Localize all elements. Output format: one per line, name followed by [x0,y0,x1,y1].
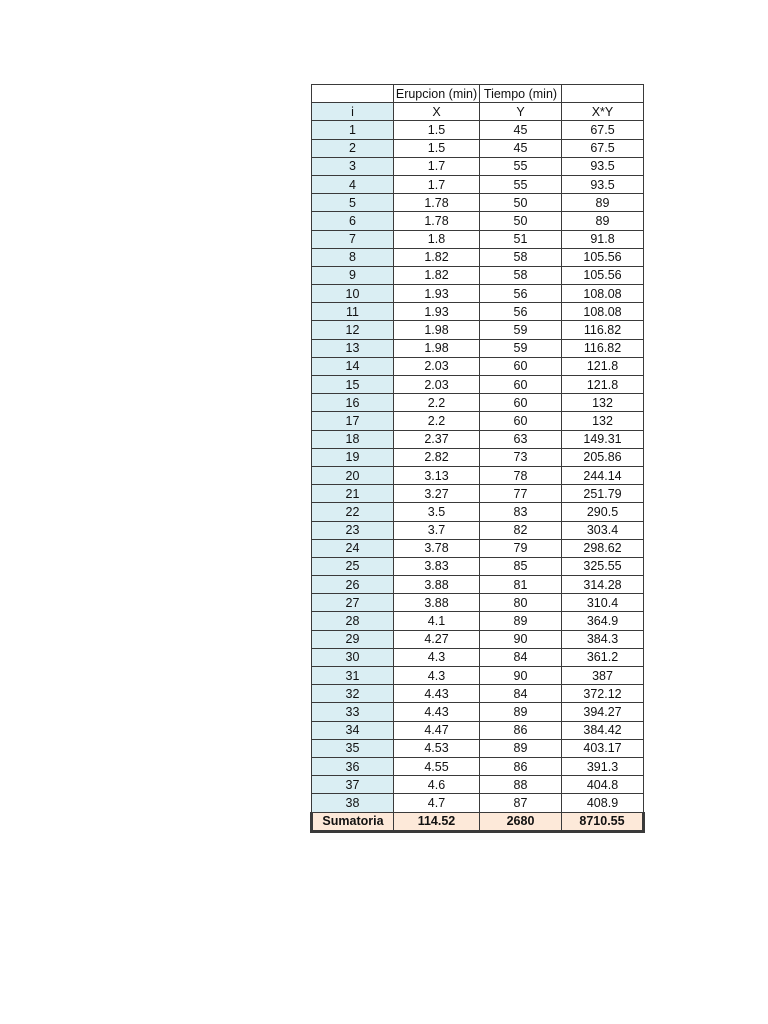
cell-x[interactable]: 2.82 [394,448,480,466]
cell-x[interactable]: 4.47 [394,721,480,739]
cell-y[interactable]: 90 [480,630,562,648]
cell-i[interactable]: 36 [312,757,394,775]
cell-x[interactable]: 1.7 [394,157,480,175]
cell-i[interactable]: 10 [312,285,394,303]
cell-y[interactable]: 56 [480,285,562,303]
column-header-row [312,103,644,121]
table-row [312,430,644,448]
cell-xy[interactable]: 394.27 [562,703,644,721]
cell-xy[interactable]: 314.28 [562,576,644,594]
table-row [312,175,644,193]
cell-xy[interactable]: 387 [562,667,644,685]
cell-xy[interactable]: 244.14 [562,466,644,484]
table-row [312,412,644,430]
table-row [312,466,644,484]
cell-x[interactable]: 1.5 [394,121,480,139]
cell-xy[interactable]: 384.3 [562,630,644,648]
cell-i[interactable]: 33 [312,703,394,721]
cell-x[interactable]: 4.6 [394,776,480,794]
cell-i[interactable]: 21 [312,485,394,503]
cell-x[interactable]: 4.3 [394,648,480,666]
cell-xy[interactable]: 404.8 [562,776,644,794]
cell-i[interactable]: 8 [312,248,394,266]
cell-xy[interactable]: 408.9 [562,794,644,812]
cell-y[interactable]: 58 [480,266,562,284]
column-header-x[interactable]: X [394,103,480,121]
table-row [312,357,644,375]
cell-y[interactable]: 84 [480,685,562,703]
cell-x[interactable]: 4.7 [394,794,480,812]
table-row [312,739,644,757]
cell-i[interactable]: 25 [312,557,394,575]
cell-x[interactable]: 1.98 [394,321,480,339]
cell-i[interactable]: 18 [312,430,394,448]
title-cell-blank-2[interactable] [562,85,644,103]
cell-y[interactable]: 55 [480,157,562,175]
cell-i[interactable]: 2 [312,139,394,157]
cell-x[interactable]: 3.5 [394,503,480,521]
cell-i[interactable]: 13 [312,339,394,357]
cell-xy[interactable]: 403.17 [562,739,644,757]
cell-y[interactable]: 45 [480,121,562,139]
table-row [312,321,644,339]
table-row [312,266,644,284]
cell-y[interactable]: 51 [480,230,562,248]
cell-y[interactable]: 87 [480,794,562,812]
cell-x[interactable]: 3.88 [394,594,480,612]
table-row [312,376,644,394]
cell-y[interactable]: 82 [480,521,562,539]
cell-y[interactable]: 90 [480,667,562,685]
cell-i[interactable]: 29 [312,630,394,648]
cell-xy[interactable]: 132 [562,394,644,412]
cell-y[interactable]: 60 [480,394,562,412]
cell-x[interactable]: 1.93 [394,303,480,321]
table-row [312,776,644,794]
cell-x[interactable]: 1.82 [394,248,480,266]
cell-i[interactable]: 22 [312,503,394,521]
cell-i[interactable]: 12 [312,321,394,339]
cell-x[interactable]: 2.2 [394,412,480,430]
cell-i[interactable]: 34 [312,721,394,739]
cell-xy[interactable]: 105.56 [562,266,644,284]
cell-x[interactable]: 1.78 [394,194,480,212]
cell-xy[interactable]: 303.4 [562,521,644,539]
data-table [310,84,645,833]
cell-i[interactable]: 24 [312,539,394,557]
table-row [312,594,644,612]
cell-y[interactable]: 89 [480,703,562,721]
cell-i[interactable]: 15 [312,376,394,394]
cell-y[interactable]: 81 [480,576,562,594]
total-xy[interactable]: 8710.55 [562,812,644,831]
title-cell-tiempo[interactable]: Tiempo (min) [480,85,562,103]
cell-xy[interactable]: 372.12 [562,685,644,703]
table-row [312,685,644,703]
cell-x[interactable]: 3.27 [394,485,480,503]
cell-xy[interactable]: 391.3 [562,757,644,775]
cell-xy[interactable]: 67.5 [562,139,644,157]
cell-x[interactable]: 2.37 [394,430,480,448]
cell-x[interactable]: 4.43 [394,703,480,721]
cell-x[interactable]: 1.82 [394,266,480,284]
column-header-i[interactable]: i [312,103,394,121]
total-x[interactable]: 114.52 [394,812,480,831]
cell-xy[interactable]: 361.2 [562,648,644,666]
cell-xy[interactable]: 325.55 [562,557,644,575]
table-row [312,539,644,557]
table-row [312,230,644,248]
cell-y[interactable]: 88 [480,776,562,794]
cell-i[interactable]: 37 [312,776,394,794]
cell-y[interactable]: 63 [480,430,562,448]
total-row [312,812,644,831]
cell-x[interactable]: 4.43 [394,685,480,703]
table-row [312,503,644,521]
cell-i[interactable]: 35 [312,739,394,757]
cell-i[interactable]: 19 [312,448,394,466]
cell-x[interactable]: 3.83 [394,557,480,575]
table-row [312,667,644,685]
cell-xy[interactable]: 67.5 [562,121,644,139]
cell-x[interactable]: 1.7 [394,175,480,193]
spreadsheet [310,84,645,833]
cell-xy[interactable]: 364.9 [562,612,644,630]
cell-y[interactable]: 59 [480,321,562,339]
total-y[interactable]: 2680 [480,812,562,831]
cell-i[interactable]: 16 [312,394,394,412]
table-row [312,794,644,812]
cell-i[interactable]: 14 [312,357,394,375]
cell-i[interactable]: 7 [312,230,394,248]
cell-i[interactable]: 4 [312,175,394,193]
cell-i[interactable]: 9 [312,266,394,284]
cell-x[interactable]: 1.93 [394,285,480,303]
table-row [312,121,644,139]
cell-x[interactable]: 4.3 [394,667,480,685]
table-row [312,612,644,630]
cell-y[interactable]: 85 [480,557,562,575]
title-row [312,85,644,103]
cell-xy[interactable]: 205.86 [562,448,644,466]
title-cell-erupcion[interactable]: Erupcion (min) [394,85,480,103]
cell-xy[interactable]: 384.42 [562,721,644,739]
cell-i[interactable]: 1 [312,121,394,139]
table-row [312,721,644,739]
cell-x[interactable]: 4.27 [394,630,480,648]
table-row [312,139,644,157]
cell-x[interactable]: 1.98 [394,339,480,357]
cell-y[interactable]: 60 [480,376,562,394]
cell-x[interactable]: 2.03 [394,357,480,375]
cell-y[interactable]: 55 [480,175,562,193]
cell-x[interactable]: 3.88 [394,576,480,594]
cell-i[interactable]: 38 [312,794,394,812]
cell-x[interactable]: 1.78 [394,212,480,230]
cell-xy[interactable]: 93.5 [562,157,644,175]
cell-y[interactable]: 89 [480,612,562,630]
cell-i[interactable]: 5 [312,194,394,212]
cell-xy[interactable]: 149.31 [562,430,644,448]
cell-xy[interactable]: 251.79 [562,485,644,503]
cell-i[interactable]: 27 [312,594,394,612]
cell-x[interactable]: 4.55 [394,757,480,775]
cell-xy[interactable]: 121.8 [562,376,644,394]
table-row [312,630,644,648]
cell-i[interactable]: 32 [312,685,394,703]
table-row [312,521,644,539]
cell-y[interactable]: 78 [480,466,562,484]
cell-y[interactable]: 77 [480,485,562,503]
table-row [312,339,644,357]
table-row [312,303,644,321]
cell-x[interactable]: 3.7 [394,521,480,539]
cell-y[interactable]: 60 [480,412,562,430]
column-header-y[interactable]: Y [480,103,562,121]
cell-y[interactable]: 80 [480,594,562,612]
table-body [312,85,644,832]
cell-y[interactable]: 60 [480,357,562,375]
cell-y[interactable]: 73 [480,448,562,466]
cell-x[interactable]: 3.78 [394,539,480,557]
table-row [312,285,644,303]
cell-y[interactable]: 79 [480,539,562,557]
table-row [312,757,644,775]
cell-y[interactable]: 45 [480,139,562,157]
cell-x[interactable]: 1.8 [394,230,480,248]
cell-xy[interactable]: 290.5 [562,503,644,521]
cell-y[interactable]: 86 [480,757,562,775]
cell-xy[interactable]: 116.82 [562,321,644,339]
cell-y[interactable]: 84 [480,648,562,666]
cell-y[interactable]: 50 [480,212,562,230]
cell-i[interactable]: 26 [312,576,394,594]
cell-xy[interactable]: 310.4 [562,594,644,612]
cell-xy[interactable]: 93.5 [562,175,644,193]
cell-xy[interactable]: 91.8 [562,230,644,248]
cell-xy[interactable]: 132 [562,412,644,430]
cell-i[interactable]: 28 [312,612,394,630]
cell-y[interactable]: 58 [480,248,562,266]
column-header-xy[interactable]: X*Y [562,103,644,121]
cell-y[interactable]: 83 [480,503,562,521]
table-row [312,448,644,466]
cell-xy[interactable]: 121.8 [562,357,644,375]
table-row [312,394,644,412]
cell-xy[interactable]: 89 [562,194,644,212]
cell-xy[interactable]: 105.56 [562,248,644,266]
cell-i[interactable]: 30 [312,648,394,666]
table-row [312,157,644,175]
cell-i[interactable]: 11 [312,303,394,321]
table-row [312,194,644,212]
cell-x[interactable]: 1.5 [394,139,480,157]
cell-xy[interactable]: 89 [562,212,644,230]
cell-i[interactable]: 3 [312,157,394,175]
cell-y[interactable]: 50 [480,194,562,212]
table-row [312,703,644,721]
cell-y[interactable]: 86 [480,721,562,739]
table-row [312,576,644,594]
table-row [312,485,644,503]
table-row [312,557,644,575]
cell-i[interactable]: 31 [312,667,394,685]
cell-y[interactable]: 59 [480,339,562,357]
cell-xy[interactable]: 116.82 [562,339,644,357]
table-row [312,212,644,230]
cell-xy[interactable]: 108.08 [562,303,644,321]
cell-i[interactable]: 17 [312,412,394,430]
cell-x[interactable]: 4.1 [394,612,480,630]
cell-xy[interactable]: 298.62 [562,539,644,557]
cell-x[interactable]: 2.2 [394,394,480,412]
cell-x[interactable]: 2.03 [394,376,480,394]
cell-i[interactable]: 23 [312,521,394,539]
cell-y[interactable]: 89 [480,739,562,757]
cell-x[interactable]: 3.13 [394,466,480,484]
total-label[interactable]: Sumatoria [312,812,394,831]
title-cell-blank[interactable] [312,85,394,103]
cell-y[interactable]: 56 [480,303,562,321]
table-row [312,248,644,266]
cell-xy[interactable]: 108.08 [562,285,644,303]
cell-x[interactable]: 4.53 [394,739,480,757]
table-row [312,648,644,666]
cell-i[interactable]: 20 [312,466,394,484]
cell-i[interactable]: 6 [312,212,394,230]
